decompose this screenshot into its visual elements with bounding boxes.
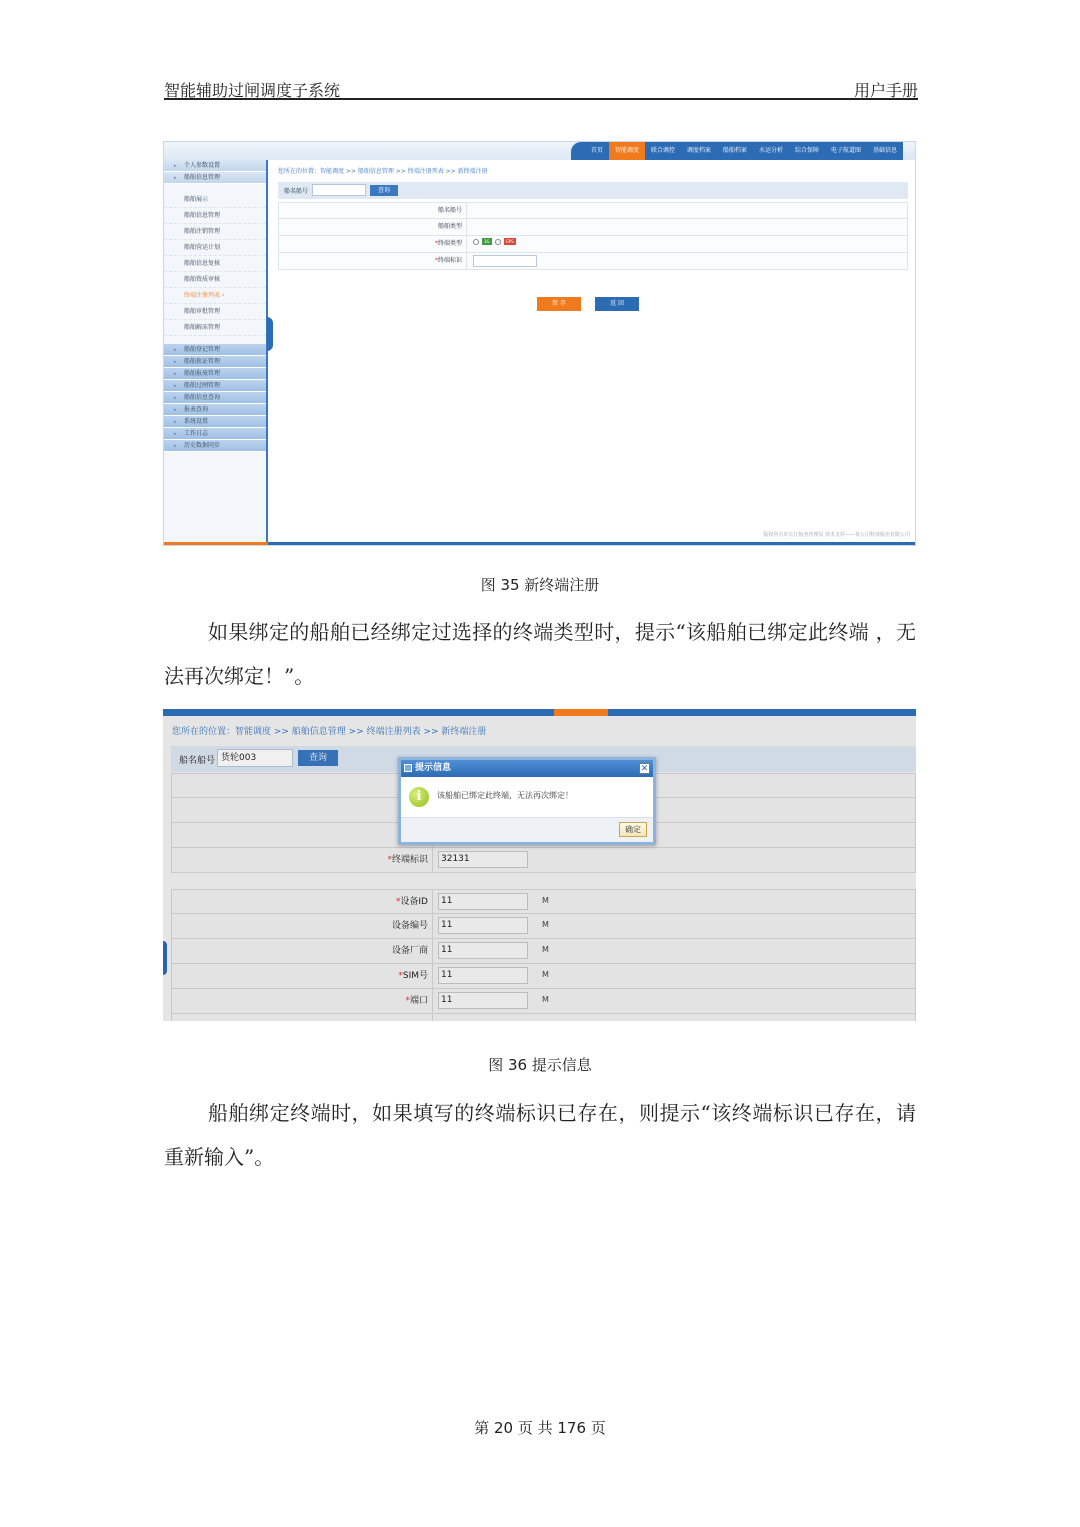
nav-item[interactable]: 综合保障 <box>794 147 819 154</box>
row-label: 设备厂商 <box>391 946 428 956</box>
sidebar-item[interactable]: 船舶解冻管理 <box>164 320 266 336</box>
main-panel <box>272 160 916 544</box>
sidebar-item[interactable]: 终端注册列表 › <box>164 288 266 304</box>
sidebar-item[interactable]: 船舶注销管理 <box>164 224 266 240</box>
terminal-id-input[interactable]: 32131 <box>438 851 528 868</box>
search-input[interactable]: 货轮003 <box>217 749 293 767</box>
sidebar-item[interactable]: 船舶审批管理 <box>164 304 266 320</box>
sidebar-item[interactable]: 船舶信息复核 <box>164 256 266 272</box>
unit-label: M <box>542 995 549 1004</box>
device-vendor-input[interactable]: 11 <box>438 942 528 959</box>
breadcrumb: 您所在的位置：智能调度 >> 船舶信息管理 >> 终端注册列表 >> 新终端注册 <box>172 727 487 737</box>
search-label: 船名船号 <box>284 188 309 195</box>
form-row-terminal-type <box>278 236 908 253</box>
sidebar-group[interactable]: ▸ 报表查询 <box>164 404 266 416</box>
paragraph-duplicate-terminal-id: 船舶绑定终端时，如果填写的终端标识已存在，则提示“该终端标识已存在，请重新输入”。 <box>164 1101 916 1169</box>
screenshot-new-terminal <box>163 141 916 546</box>
nav-item[interactable]: 联合调控 <box>650 147 675 154</box>
port-input[interactable]: 11 <box>438 992 528 1009</box>
sidebar-group[interactable]: ▸ 历史数据同步 <box>164 440 266 452</box>
sidebar-group[interactable]: ▸ 船舶信息查询 <box>164 392 266 404</box>
terminal-id-input[interactable] <box>473 255 537 267</box>
row-label: 终端标识 <box>437 257 462 264</box>
search-bar <box>278 182 908 199</box>
sidebar-group[interactable]: ▸ 船舶报废管理 <box>164 368 266 380</box>
unit-label: M <box>542 945 549 954</box>
nav-item[interactable]: 调度档案 <box>686 147 711 154</box>
row-label: 终端标识 <box>391 855 428 865</box>
nav-item[interactable]: 首页 <box>590 147 603 154</box>
top-bar <box>163 709 916 716</box>
sidebar-group[interactable]: ▸ 船舶过闸管理 <box>164 380 266 392</box>
radio-gps[interactable] <box>495 239 501 245</box>
required-mark: * <box>387 855 392 865</box>
info-icon: i <box>409 787 429 807</box>
sidebar-group[interactable]: ▸ 船舶换证管理 <box>164 356 266 368</box>
bottom-bar <box>164 542 915 545</box>
form-row-ship-type <box>278 219 908 236</box>
row-label: SIM号 <box>402 971 428 981</box>
collapse-icon[interactable]: ⌃ <box>903 148 909 155</box>
doc-title: 智能辅助过闸调度子系统 <box>164 81 341 100</box>
figure-caption-35: 图 35 新终端注册 <box>480 576 600 594</box>
unit-label: M <box>542 920 549 929</box>
figure-caption-36: 图 36 提示信息 <box>488 1056 592 1074</box>
main-nav <box>571 142 909 160</box>
sidebar-item[interactable]: 船舶展示 <box>164 192 266 208</box>
query-button[interactable]: 查询 <box>298 750 338 766</box>
row-label: 船名船号 <box>437 207 462 214</box>
unit-label: M <box>542 896 549 905</box>
save-button[interactable]: 保 存 <box>537 297 581 311</box>
top-bar-accent <box>554 709 608 716</box>
sidebar-group[interactable]: ▸ 个人参数设置 <box>164 160 266 172</box>
sidebar-item[interactable]: 船舶信息管理 <box>164 208 266 224</box>
nav-item[interactable]: 电子航道图 <box>830 147 861 154</box>
dialog-title: 提示信息 <box>415 763 452 773</box>
nav-item[interactable]: 水运分析 <box>758 147 783 154</box>
sidebar <box>164 160 268 544</box>
query-button[interactable]: 查询 <box>370 185 398 196</box>
required-mark: * <box>434 240 438 247</box>
window-icon <box>404 764 412 772</box>
back-button[interactable]: 返 回 <box>595 297 639 311</box>
required-mark: * <box>395 897 401 907</box>
nav-item[interactable]: 船舶档案 <box>722 147 747 154</box>
device-number-input[interactable]: 11 <box>438 917 528 934</box>
row-label: 终端类型 <box>437 240 462 247</box>
paragraph-duplicate-binding: 如果绑定的船舶已经绑定过选择的终端类型时，提示“该船舶已绑定此终端 ，无法再次绑定！”。 <box>164 620 916 688</box>
row-label: 设备编号 <box>391 921 428 931</box>
sidebar-group[interactable]: ▸ 船舶登记管理 <box>164 344 266 356</box>
copyright-footer: 版权所有©长江航务管理局 技术支持——某公司科技股份有限公司 <box>763 532 910 538</box>
sidebar-group[interactable]: ▸ 系统设置 <box>164 416 266 428</box>
close-icon[interactable]: ✕ <box>640 764 649 774</box>
screenshot-prompt-info <box>163 709 916 1021</box>
required-mark: * <box>398 971 403 981</box>
form-actions <box>537 297 639 311</box>
option-gps-badge: GPS <box>505 239 514 244</box>
radio-3g[interactable] <box>473 239 479 245</box>
bottom-bar-accent <box>164 542 268 545</box>
sidebar-item[interactable]: 船舶营运计划 <box>164 240 266 256</box>
page-footer: 第 20 页 共 176 页 <box>474 1419 606 1437</box>
search-input[interactable] <box>312 184 366 196</box>
nav-item[interactable]: 智能调度 <box>609 142 645 160</box>
sidebar-item[interactable]: 船舶资质审核 <box>164 272 266 288</box>
form-table <box>278 202 908 270</box>
device-id-input[interactable]: 11 <box>438 893 528 910</box>
sidebar-group[interactable]: ▸ 船舶信息管理 <box>164 172 266 184</box>
sim-input[interactable]: 11 <box>438 967 528 984</box>
row-label: 端口 <box>409 996 428 1006</box>
row-label: 设备ID <box>400 897 428 907</box>
row-label: 船舶类型 <box>437 223 462 230</box>
required-mark: * <box>405 996 410 1006</box>
form-row-terminal-id <box>278 253 908 270</box>
running-header <box>164 78 918 100</box>
form-row-ship-name <box>278 202 908 219</box>
sidebar-group[interactable]: ▸ 工作日志 <box>164 428 266 440</box>
breadcrumb: 您所在的位置：智能调度 >> 船舶信息管理 >> 终端注册列表 >> 新终端注册 <box>278 168 488 175</box>
dialog-message: 该船舶已绑定此终端，无法再次绑定！ <box>437 791 573 800</box>
ok-button[interactable]: 确定 <box>619 822 647 837</box>
required-mark: * <box>434 257 438 264</box>
search-label: 船名船号 <box>179 756 216 766</box>
option-3g-badge: 3G <box>484 239 490 244</box>
unit-label: M <box>542 970 549 979</box>
doc-type: 用户手册 <box>853 81 918 100</box>
prompt-dialog <box>398 757 656 845</box>
nav-item[interactable]: 基础信息 <box>872 147 897 154</box>
